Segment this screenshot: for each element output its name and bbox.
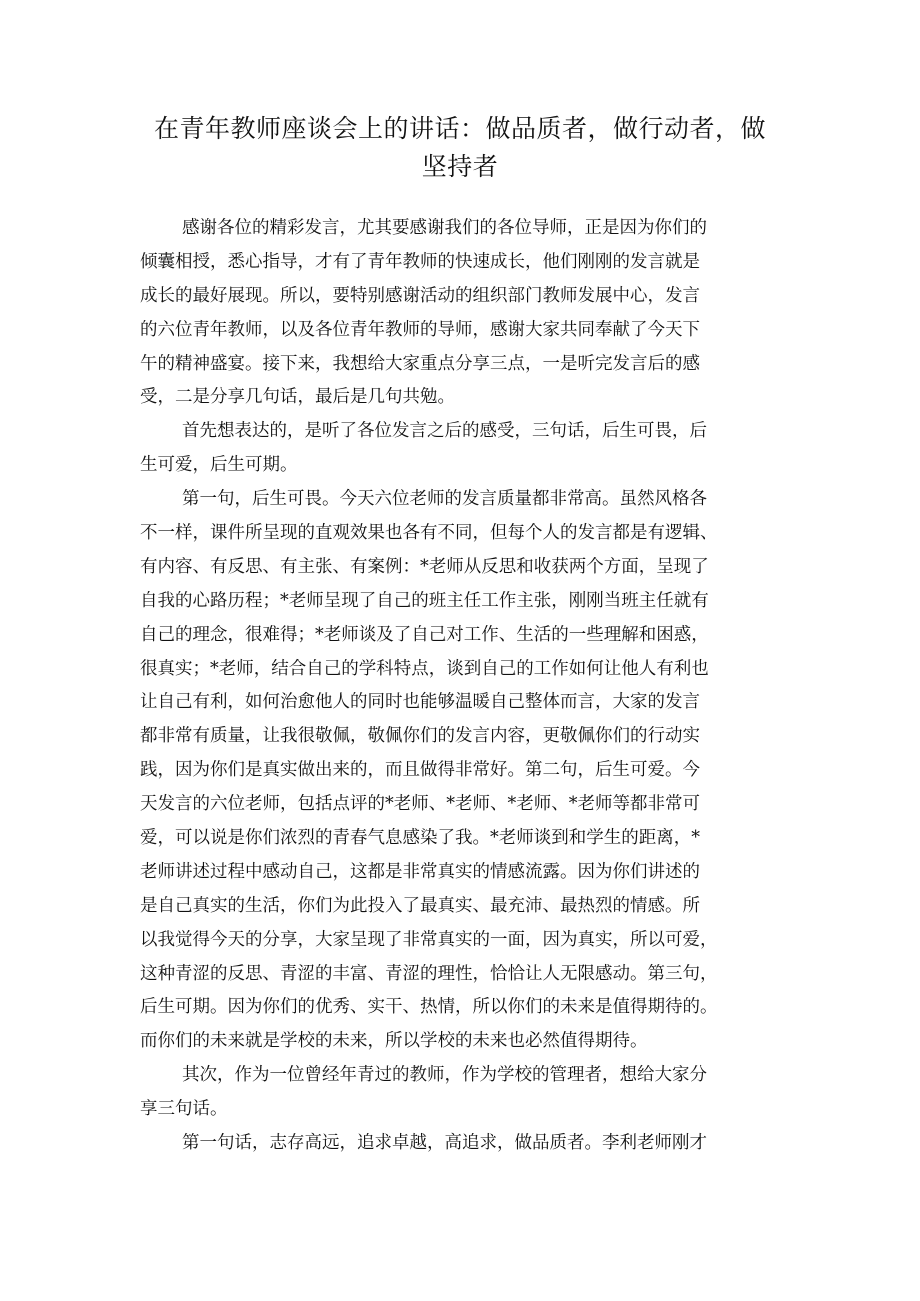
text-line: 都非常有质量，让我很敬佩，敬佩你们的发言内容，更敬佩你们的行动实: [140, 726, 700, 747]
paragraph-4: [140, 1059, 785, 1127]
text-line: 践，因为你们是真实做出来的，而且做得非常好。第二句，后生可爱。今: [140, 760, 700, 781]
text-line: 的六位青年教师，以及各位青年教师的导师，感谢大家共同奉献了今天下: [140, 319, 700, 340]
text-line: 很真实；*老师，结合自己的学科特点，谈到自己的工作如何让他人有利也: [140, 658, 709, 679]
paragraph-5: [140, 1127, 785, 1161]
text-line: 让自己有利，如何治愈他人的同时也能够温暖自己整体而言，大家的发言: [140, 692, 700, 713]
text-line: 这种青涩的反思、青涩的丰富、青涩的理性，恰恰让人无限感动。第三句，: [140, 963, 718, 984]
paragraph-2: [140, 415, 785, 483]
text-line: 自己的理念，很难得；*老师谈及了自己对工作、生活的一些理解和困惑，: [140, 624, 709, 645]
paragraph-1: [140, 212, 785, 415]
text-line: 受，二是分享几句话，最后是几句共勉。: [140, 387, 455, 408]
title-line-1: 在青年教师座谈会上的讲话：做品质者，做行动者，做: [153, 114, 766, 143]
text-line: 生可爱，后生可期。: [140, 455, 298, 476]
text-line: 自我的心路历程；*老师呈现了自己的班主任工作主张，刚刚当班主任就有: [140, 590, 709, 611]
text-line: 而你们的未来就是学校的未来，所以学校的未来也必然值得期待。: [140, 1031, 648, 1052]
text-line: 老师讲述过程中感动自己，这都是非常真实的情感流露。因为你们讲述的: [140, 861, 700, 882]
text-line: 第一句，后生可畏。今天六位老师的发言质量都非常高。虽然风格各: [182, 489, 707, 510]
text-line: 不一样，课件所呈现的直观效果也各有不同，但每个人的发言都是有逻辑、: [140, 523, 718, 544]
text-line: 感谢各位的精彩发言，尤其要感谢我们的各位导师，正是因为你们的: [182, 218, 707, 238]
paragraph-3: [140, 483, 785, 1059]
text-line: 天发言的六位老师，包括点评的*老师、*老师、*老师、*老师等都非常可: [140, 794, 700, 815]
text-line: 后生可期。因为你们的优秀、实干、热情，所以你们的未来是值得期待的。: [140, 997, 718, 1018]
text-line: 有内容、有反思、有主张、有案例：*老师从反思和收获两个方面，呈现了: [140, 556, 709, 577]
text-line: 首先想表达的，是听了各位发言之后的感受，三句话，后生可畏，后: [182, 421, 707, 442]
text-line: 是自己真实的生活，你们为此投入了最真实、最充沛、最热烈的情感。所: [140, 895, 700, 916]
text-line: 其次，作为一位曾经年青过的教师，作为学校的管理者，想给大家分: [182, 1065, 707, 1086]
text-line: 午的精神盛宴。接下来，我想给大家重点分享三点，一是听完发言后的感: [140, 353, 700, 374]
text-line: 第一句话，志存高远，追求卓越，高追求，做品质者。李利老师刚才: [182, 1133, 707, 1154]
title-line-2: 坚持者: [421, 152, 499, 181]
text-line: 成长的最好展现。所以，要特别感谢活动的组织部门教师发展中心，发言: [140, 285, 700, 306]
text-line: 爱，可以说是你们浓烈的青春气息感染了我。*老师谈到和学生的距离，*: [140, 828, 700, 849]
text-line: 以我觉得今天的分享，大家呈现了非常真实的一面，因为真实，所以可爱，: [140, 929, 718, 950]
text-line: 倾囊相授，悉心指导，才有了青年教师的快速成长，他们刚刚的发言就是: [140, 251, 700, 272]
document-title: [140, 110, 780, 186]
text-line: 享三句话。: [140, 1099, 228, 1120]
document-body: [140, 212, 785, 1161]
